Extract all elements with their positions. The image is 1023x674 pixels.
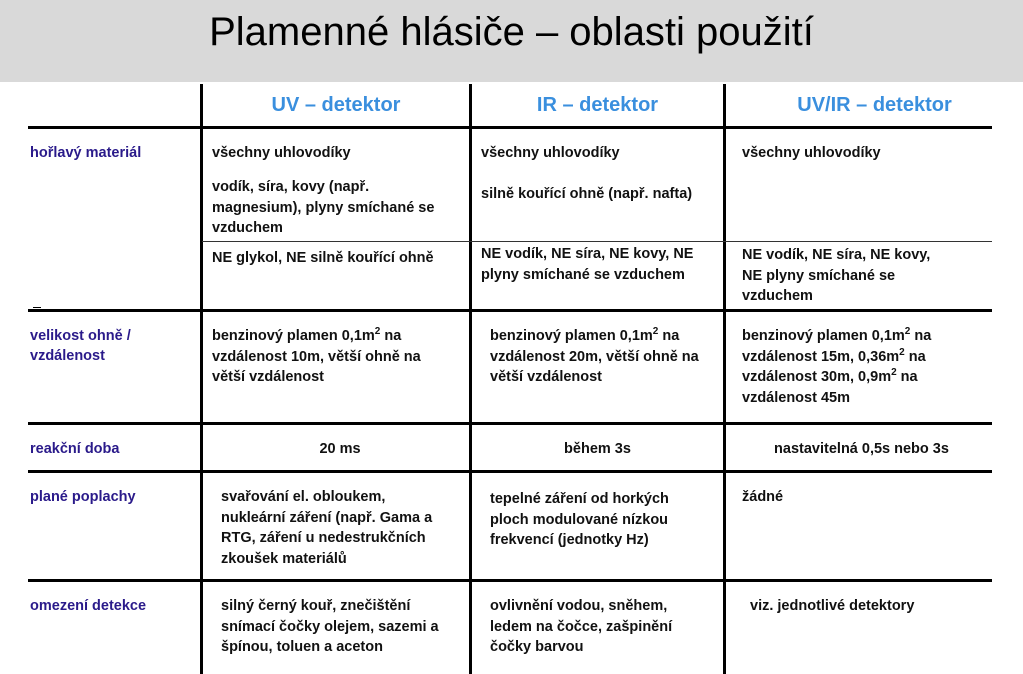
- row-divider: [28, 422, 992, 425]
- cell-ir-size: benzinový plamen $0,1m^2$ na vzdálenost 20m, větší ohně na větší vzdálenost: [490, 326, 699, 385]
- cell-uv-false-alarms: svařování el. obloukem, nukleární záření (např. Gama a RTG, záření u nedestrukčních zkoušek materiálů: [221, 489, 433, 567]
- cell-ir-reaction: během 3s: [564, 441, 631, 457]
- cell-uv-reaction: 20 ms: [319, 441, 361, 457]
- cell-ir-false-alarms: tepelné záření od horkých ploch modulované nízkou frekvencí (jednotky Hz): [490, 491, 669, 548]
- column-header-ir: IR – detektor: [536, 94, 659, 116]
- column-divider: [200, 84, 203, 674]
- row-subdivider: [202, 241, 992, 242]
- row-label-size: velikost ohně / vzdálenost: [30, 328, 131, 364]
- cell-uv-material-not: NE glykol, NE silně kouřící ohně: [212, 250, 434, 266]
- cell-uvir-material-all: všechny uhlovodíky: [742, 145, 881, 161]
- cell-uv-size: benzinový plamen $0,1m^2$ na vzdálenost 10m, větší ohně na větší vzdálenost: [212, 326, 421, 385]
- column-divider: [723, 84, 726, 674]
- column-divider: [469, 84, 472, 674]
- stray-mark: [33, 307, 41, 308]
- row-label-reaction: reakční doba: [30, 441, 120, 457]
- cell-uvir-false-alarms: žádné: [742, 489, 784, 505]
- cell-uvir-limits: viz. jednotlivé detektory: [750, 598, 915, 614]
- cell-uv-material-gases: vodík, síra, kovy (např. magnesium), plyny smíchané se vzduchem: [212, 179, 435, 236]
- row-divider: [28, 470, 992, 473]
- cell-uv-limits: silný černý kouř, znečištění snímací čočky olejem, sazemi a špínou, toluen a aceton: [221, 598, 439, 655]
- row-divider: [28, 579, 992, 582]
- row-label-material: hořlavý materiál: [30, 145, 142, 161]
- column-header-uv: UV – detektor: [271, 94, 401, 116]
- cell-ir-material-smoke: silně kouřící ohně (např. nafta): [481, 186, 693, 202]
- cell-uvir-size: benzinový plamen $0,1m^2$ na vzdálenost 15m, $0,36m^2$ na vzdálenost 30m, $0,9m^2$ na vzdálenost 45m: [742, 326, 932, 406]
- cell-uv-material-all: všechny uhlovodíky: [212, 145, 351, 161]
- page-title: Plamenné hlásiče – oblasti použití: [209, 10, 814, 54]
- row-divider: [28, 309, 992, 312]
- cell-ir-material-not: NE vodík, NE síra, NE kovy, NE plyny smíchané se vzduchem: [481, 246, 694, 283]
- row-label-limits: omezení detekce: [30, 598, 147, 614]
- row-divider: [28, 126, 992, 129]
- column-header-uvir: UV/IR – detektor: [797, 94, 952, 116]
- cell-uvir-material-not: NE vodík, NE síra, NE kovy, NE plyny smíchané se vzduchem: [742, 247, 931, 304]
- cell-uvir-reaction: nastavitelná 0,5s nebo 3s: [774, 441, 949, 457]
- cell-ir-material-all: všechny uhlovodíky: [481, 145, 620, 161]
- row-label-false-alarms: plané poplachy: [30, 489, 136, 505]
- cell-ir-limits: ovlivnění vodou, sněhem, ledem na čočce, zašpinění čočky barvou: [490, 598, 673, 655]
